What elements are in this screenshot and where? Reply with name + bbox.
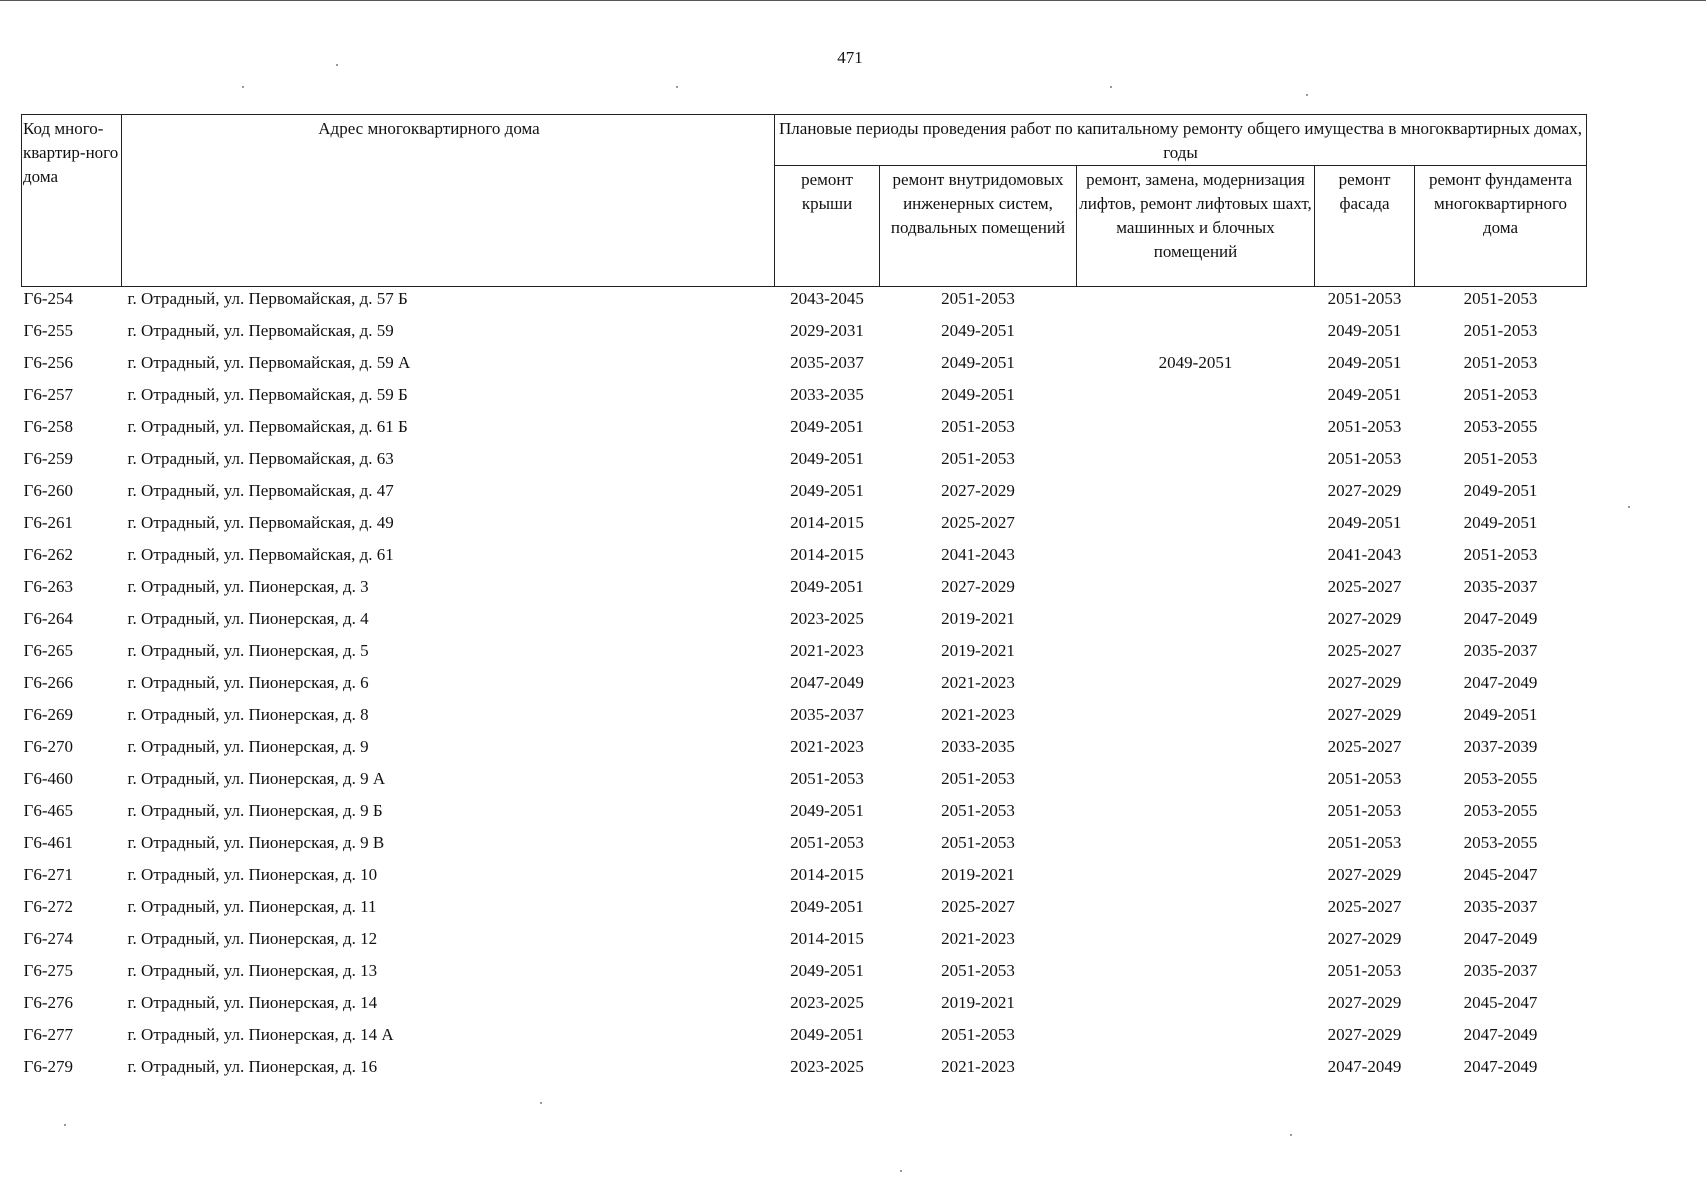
cell-building-code: Г6-265 [23,641,73,660]
cell-lift-repair: 2049-2051 [1158,353,1233,372]
header-roof-repair: ремонт крыши [775,166,880,287]
header-building-code: Код много-квартир-ного дома [22,115,122,287]
cell-facade-repair: 2025-2027 [1327,641,1402,660]
cell-roof-repair: 2014-2015 [790,865,864,884]
cell-facade-repair: 2041-2043 [1327,545,1402,564]
cell-building-code: Г6-275 [23,961,73,980]
table-row [22,480,1587,512]
table-row [22,287,1587,321]
cell-facade-repair: 2051-2053 [1327,769,1402,788]
cell-foundation-repair: 2047-2049 [1463,609,1538,628]
cell-roof-repair: 2043-2045 [790,289,864,308]
cell-engineering-systems: 2051-2053 [941,769,1015,788]
cell-lift-repair [1077,960,1315,992]
cell-address: г. Отрадный, ул. Пионерская, д. 9 [127,737,369,756]
header-lift-repair: ремонт, замена, модернизация лифтов, ремонт лифтовых шахт, машинных и блочных помещений [1077,166,1315,287]
cell-engineering-systems: 2051-2053 [941,289,1015,308]
table-row [22,1024,1587,1056]
table-row [22,416,1587,448]
cell-lift-repair [1077,704,1315,736]
cell-lift-repair [1077,480,1315,512]
header-address: Адрес многоквартирного дома [122,115,775,287]
cell-foundation-repair: 2049-2051 [1463,481,1538,500]
cell-address: г. Отрадный, ул. Пионерская, д. 14 [127,993,378,1012]
table-row [22,544,1587,576]
cell-lift-repair [1077,800,1315,832]
cell-roof-repair: 2033-2035 [790,385,864,404]
cell-facade-repair: 2049-2051 [1327,353,1402,372]
cell-address: г. Отрадный, ул. Первомайская, д. 59 Б [127,385,408,404]
cell-foundation-repair: 2051-2053 [1463,449,1538,468]
cell-address: г. Отрадный, ул. Пионерская, д. 14 А [127,1025,394,1044]
cell-foundation-repair: 2053-2055 [1463,417,1538,436]
scan-speck [242,86,244,88]
cell-address: г. Отрадный, ул. Пионерская, д. 5 [127,641,369,660]
cell-foundation-repair: 2051-2053 [1463,289,1538,308]
cell-address: г. Отрадный, ул. Пионерская, д. 9 В [127,833,385,852]
cell-lift-repair [1077,832,1315,864]
cell-building-code: Г6-272 [23,897,73,916]
cell-address: г. Отрадный, ул. Пионерская, д. 16 [127,1057,378,1076]
cell-lift-repair [1077,576,1315,608]
cell-building-code: Г6-276 [23,993,73,1012]
cell-engineering-systems: 2021-2023 [941,1057,1015,1076]
cell-building-code: Г6-460 [23,769,73,788]
header-foundation-repair: ремонт фундамента многоквартирного дома [1415,166,1587,287]
cell-address: г. Отрадный, ул. Пионерская, д. 3 [127,577,369,596]
cell-building-code: Г6-254 [23,289,73,308]
cell-foundation-repair: 2049-2051 [1463,705,1538,724]
cell-roof-repair: 2035-2037 [790,705,864,724]
table-row [22,608,1587,640]
table-row [22,640,1587,672]
scan-speck [336,64,338,66]
cell-lift-repair [1077,864,1315,896]
cell-foundation-repair: 2045-2047 [1463,993,1538,1012]
cell-address: г. Отрадный, ул. Пионерская, д. 13 [127,961,378,980]
cell-roof-repair: 2049-2051 [790,481,864,500]
cell-engineering-systems: 2051-2053 [941,417,1015,436]
cell-address: г. Отрадный, ул. Первомайская, д. 61 [127,545,394,564]
cell-foundation-repair: 2051-2053 [1463,353,1538,372]
cell-engineering-systems: 2021-2023 [941,929,1015,948]
table-row [22,512,1587,544]
cell-address: г. Отрадный, ул. Пионерская, д. 6 [127,673,369,692]
table-row [22,832,1587,864]
cell-facade-repair: 2027-2029 [1327,673,1402,692]
cell-roof-repair: 2023-2025 [790,1057,864,1076]
cell-address: г. Отрадный, ул. Пионерская, д. 11 [127,897,377,916]
cell-facade-repair: 2049-2051 [1327,321,1402,340]
cell-building-code: Г6-259 [23,449,73,468]
cell-foundation-repair: 2047-2049 [1463,673,1538,692]
cell-building-code: Г6-260 [23,481,73,500]
cell-address: г. Отрадный, ул. Пионерская, д. 12 [127,929,378,948]
cell-engineering-systems: 2033-2035 [941,737,1015,756]
cell-building-code: Г6-263 [23,577,73,596]
table-row [22,672,1587,704]
cell-lift-repair [1077,608,1315,640]
cell-facade-repair: 2051-2053 [1327,961,1402,980]
cell-roof-repair: 2014-2015 [790,513,864,532]
table-body [22,287,1587,1089]
cell-engineering-systems: 2021-2023 [941,673,1015,692]
cell-address: г. Отрадный, ул. Первомайская, д. 49 [127,513,394,532]
cell-engineering-systems: 2027-2029 [941,481,1015,500]
cell-address: г. Отрадный, ул. Пионерская, д. 4 [127,609,369,628]
scan-speck [64,1124,66,1126]
cell-address: г. Отрадный, ул. Первомайская, д. 57 Б [127,289,408,308]
cell-lift-repair [1077,512,1315,544]
cell-lift-repair [1077,768,1315,800]
cell-lift-repair [1077,1024,1315,1056]
cell-foundation-repair: 2047-2049 [1463,1057,1538,1076]
cell-engineering-systems: 2051-2053 [941,801,1015,820]
table-row [22,736,1587,768]
cell-foundation-repair: 2053-2055 [1463,801,1538,820]
cell-facade-repair: 2025-2027 [1327,897,1402,916]
table-row [22,320,1587,352]
table-row [22,384,1587,416]
cell-facade-repair: 2051-2053 [1327,417,1402,436]
cell-roof-repair: 2029-2031 [790,321,864,340]
cell-engineering-systems: 2049-2051 [941,353,1015,372]
cell-roof-repair: 2049-2051 [790,577,864,596]
cell-roof-repair: 2021-2023 [790,641,864,660]
cell-roof-repair: 2051-2053 [790,833,864,852]
cell-foundation-repair: 2035-2037 [1463,577,1538,596]
cell-lift-repair [1077,640,1315,672]
table-row [22,1056,1587,1088]
cell-foundation-repair: 2051-2053 [1463,321,1538,340]
top-border-line [0,0,1706,1]
cell-roof-repair: 2049-2051 [790,1025,864,1044]
cell-building-code: Г6-461 [23,833,73,852]
cell-facade-repair: 2051-2053 [1327,833,1402,852]
cell-foundation-repair: 2047-2049 [1463,929,1538,948]
cell-building-code: Г6-262 [23,545,73,564]
cell-lift-repair [1077,1056,1315,1088]
cell-building-code: Г6-271 [23,865,73,884]
cell-foundation-repair: 2051-2053 [1463,545,1538,564]
cell-facade-repair: 2049-2051 [1327,385,1402,404]
cell-facade-repair: 2027-2029 [1327,929,1402,948]
cell-engineering-systems: 2051-2053 [941,833,1015,852]
cell-facade-repair: 2025-2027 [1327,737,1402,756]
cell-roof-repair: 2023-2025 [790,993,864,1012]
cell-lift-repair [1077,736,1315,768]
cell-facade-repair: 2025-2027 [1327,577,1402,596]
cell-facade-repair: 2047-2049 [1327,1057,1402,1076]
cell-foundation-repair: 2047-2049 [1463,1025,1538,1044]
cell-foundation-repair: 2053-2055 [1463,833,1538,852]
cell-address: г. Отрадный, ул. Пионерская, д. 10 [127,865,378,884]
cell-building-code: Г6-258 [23,417,73,436]
table-row [22,576,1587,608]
cell-building-code: Г6-274 [23,929,73,948]
scan-speck [1110,86,1112,88]
cell-roof-repair: 2021-2023 [790,737,864,756]
table-row [22,800,1587,832]
header-engineering-systems: ремонт внутридомовых инженерных систем, подвальных помещений [880,166,1077,287]
cell-address: г. Отрадный, ул. Первомайская, д. 63 [127,449,394,468]
cell-building-code: Г6-255 [23,321,73,340]
cell-engineering-systems: 2051-2053 [941,449,1015,468]
cell-address: г. Отрадный, ул. Первомайская, д. 47 [127,481,394,500]
cell-building-code: Г6-257 [23,385,73,404]
table-row [22,864,1587,896]
cell-facade-repair: 2051-2053 [1327,801,1402,820]
cell-engineering-systems: 2027-2029 [941,577,1015,596]
capital-repair-table [21,114,1587,1088]
cell-foundation-repair: 2035-2037 [1463,897,1538,916]
cell-facade-repair: 2027-2029 [1327,609,1402,628]
cell-address: г. Отрадный, ул. Первомайская, д. 59 [127,321,394,340]
cell-lift-repair [1077,992,1315,1024]
cell-lift-repair [1077,320,1315,352]
cell-engineering-systems: 2019-2021 [941,865,1015,884]
cell-lift-repair [1077,416,1315,448]
cell-engineering-systems: 2049-2051 [941,321,1015,340]
cell-building-code: Г6-269 [23,705,73,724]
header-planned-periods: Плановые периоды проведения работ по капитальному ремонту общего имущества в многоквартирных домах, годы [775,115,1587,166]
cell-engineering-systems: 2019-2021 [941,993,1015,1012]
cell-engineering-systems: 2019-2021 [941,609,1015,628]
cell-engineering-systems: 2051-2053 [941,961,1015,980]
cell-roof-repair: 2014-2015 [790,545,864,564]
cell-roof-repair: 2049-2051 [790,961,864,980]
cell-foundation-repair: 2035-2037 [1463,641,1538,660]
table-row [22,896,1587,928]
cell-foundation-repair: 2051-2053 [1463,385,1538,404]
cell-roof-repair: 2014-2015 [790,929,864,948]
cell-address: г. Отрадный, ул. Пионерская, д. 9 Б [127,801,383,820]
cell-engineering-systems: 2019-2021 [941,641,1015,660]
cell-roof-repair: 2049-2051 [790,897,864,916]
cell-engineering-systems: 2025-2027 [941,897,1015,916]
cell-lift-repair [1077,672,1315,704]
cell-foundation-repair: 2037-2039 [1463,737,1538,756]
table-row [22,704,1587,736]
cell-facade-repair: 2027-2029 [1327,865,1402,884]
scan-speck [1306,94,1308,96]
cell-roof-repair: 2035-2037 [790,353,864,372]
cell-roof-repair: 2023-2025 [790,609,864,628]
cell-facade-repair: 2049-2051 [1327,513,1402,532]
cell-facade-repair: 2051-2053 [1327,289,1402,308]
cell-lift-repair [1077,896,1315,928]
cell-roof-repair: 2047-2049 [790,673,864,692]
table-header [22,115,1587,287]
cell-building-code: Г6-261 [23,513,73,532]
cell-building-code: Г6-256 [23,353,73,372]
cell-engineering-systems: 2025-2027 [941,513,1015,532]
cell-lift-repair [1077,544,1315,576]
cell-building-code: Г6-264 [23,609,73,628]
scan-speck [676,86,678,88]
cell-address: г. Отрадный, ул. Пионерская, д. 8 [127,705,369,724]
table-row [22,928,1587,960]
cell-address: г. Отрадный, ул. Первомайская, д. 61 Б [127,417,408,436]
cell-building-code: Г6-465 [23,801,73,820]
cell-roof-repair: 2049-2051 [790,801,864,820]
cell-facade-repair: 2027-2029 [1327,705,1402,724]
cell-roof-repair: 2051-2053 [790,769,864,788]
scan-speck [900,1170,902,1172]
cell-foundation-repair: 2049-2051 [1463,513,1538,532]
page-number: 471 [837,48,863,67]
cell-building-code: Г6-270 [23,737,73,756]
cell-roof-repair: 2049-2051 [790,449,864,468]
cell-lift-repair [1077,448,1315,480]
cell-foundation-repair: 2035-2037 [1463,961,1538,980]
cell-roof-repair: 2049-2051 [790,417,864,436]
cell-engineering-systems: 2051-2053 [941,1025,1015,1044]
scan-speck [1628,506,1630,508]
table-row [22,768,1587,800]
scan-speck [540,1102,542,1104]
cell-engineering-systems: 2041-2043 [941,545,1015,564]
cell-foundation-repair: 2045-2047 [1463,865,1538,884]
cell-address: г. Отрадный, ул. Первомайская, д. 59 А [127,353,411,372]
table-row [22,448,1587,480]
cell-foundation-repair: 2053-2055 [1463,769,1538,788]
table-row [22,960,1587,992]
cell-lift-repair [1077,384,1315,416]
cell-facade-repair: 2051-2053 [1327,449,1402,468]
cell-lift-repair [1077,287,1315,321]
cell-building-code: Г6-266 [23,673,73,692]
header-facade-repair: ремонт фасада [1315,166,1415,287]
cell-engineering-systems: 2021-2023 [941,705,1015,724]
cell-engineering-systems: 2049-2051 [941,385,1015,404]
cell-building-code: Г6-279 [23,1057,73,1076]
cell-facade-repair: 2027-2029 [1327,993,1402,1012]
cell-facade-repair: 2027-2029 [1327,1025,1402,1044]
cell-building-code: Г6-277 [23,1025,73,1044]
cell-lift-repair [1077,928,1315,960]
table-row [22,352,1587,384]
scan-speck [1290,1134,1292,1136]
table-row [22,992,1587,1024]
cell-address: г. Отрадный, ул. Пионерская, д. 9 А [127,769,386,788]
cell-facade-repair: 2027-2029 [1327,481,1402,500]
